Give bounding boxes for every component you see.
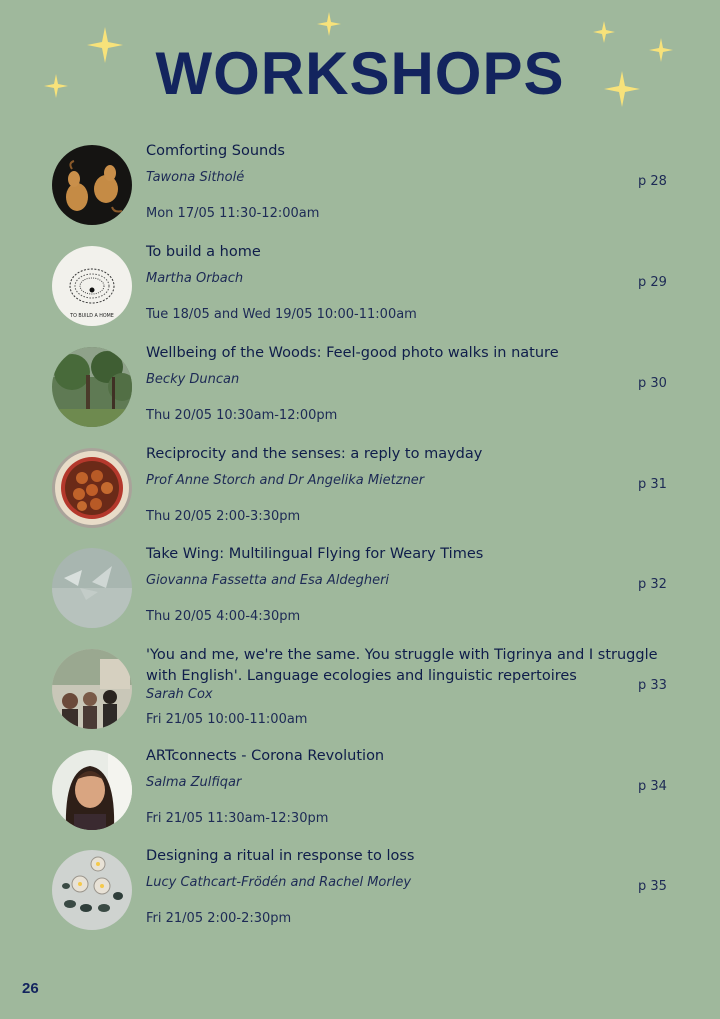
- workshop-item[interactable]: [0, 750, 720, 850]
- workshop-title[interactable]: ARTconnects - Corona Revolution: [146, 748, 385, 764]
- star-icon: [648, 37, 674, 63]
- workshop-page-ref: p 29: [638, 275, 667, 290]
- workshop-date: Fri 21/05 10:00-11:00am: [146, 712, 308, 727]
- workshop-date: Fri 21/05 11:30am-12:30pm: [146, 811, 329, 826]
- workshop-date: Mon 17/05 11:30-12:00am: [146, 206, 320, 221]
- workshop-item[interactable]: [0, 448, 720, 548]
- workshop-presenter: Giovanna Fassetta and Esa Aldegheri: [146, 573, 390, 588]
- workshop-item[interactable]: [0, 649, 720, 749]
- image-caption: TO BUILD A HOME: [70, 314, 114, 319]
- workshop-date: Fri 21/05 2:00-2:30pm: [146, 911, 292, 926]
- nest-drawing: [52, 246, 132, 326]
- workshop-title[interactable]: 'You and me, we're the same. You struggle with Tigrinya and I struggle with English'. Language ecologies and linguistic repertoires: [146, 647, 658, 684]
- workshop-item[interactable]: [0, 145, 720, 245]
- workshop-date: Thu 20/05 10:30am-12:00pm: [146, 408, 338, 423]
- star-icon: [86, 26, 124, 64]
- workshop-page-ref: p 32: [638, 577, 667, 592]
- workshop-title[interactable]: To build a home: [146, 244, 261, 260]
- workshop-item[interactable]: [0, 548, 720, 648]
- workshop-presenter: Sarah Cox: [146, 687, 213, 702]
- star-icon: [43, 73, 69, 99]
- workshop-title[interactable]: Wellbeing of the Woods: Feel-good photo walks in nature: [146, 345, 559, 361]
- workshop-presenter: Becky Duncan: [146, 372, 240, 387]
- page-title: WORKSHOPS: [155, 40, 565, 107]
- paper-birds-photo: [52, 548, 132, 628]
- workshop-title[interactable]: Reciprocity and the senses: a reply to mayday: [146, 446, 483, 462]
- workshop-date: Thu 20/05 2:00-3:30pm: [146, 509, 301, 524]
- workshop-page-ref: p 35: [638, 879, 667, 894]
- page-number: 26: [22, 980, 39, 997]
- workshop-page-ref: p 34: [638, 779, 667, 794]
- workshop-title[interactable]: Designing a ritual in response to loss: [146, 848, 415, 864]
- workshop-page-ref: p 31: [638, 477, 667, 492]
- workshop-title[interactable]: Comforting Sounds: [146, 143, 285, 159]
- star-icon: [592, 20, 616, 44]
- workshop-date: Thu 20/05 4:00-4:30pm: [146, 609, 301, 624]
- group-photo: [52, 649, 132, 729]
- star-icon: [603, 70, 641, 108]
- portrait-photo: [52, 750, 132, 830]
- candles-photo: [52, 850, 132, 930]
- workshop-presenter: Salma Zulfiqar: [146, 775, 242, 790]
- workshop-item[interactable]: [0, 246, 720, 346]
- workshop-title[interactable]: Take Wing: Multilingual Flying for Weary Times: [146, 546, 484, 562]
- workshop-item[interactable]: [0, 850, 720, 950]
- workshop-presenter: Martha Orbach: [146, 271, 244, 286]
- workshop-page-ref: p 28: [638, 174, 667, 189]
- workshop-presenter: Prof Anne Storch and Dr Angelika Mietzner: [146, 473, 425, 488]
- workshop-presenter: Tawona Sitholé: [146, 170, 245, 185]
- workshop-page-ref: p 33: [638, 678, 667, 693]
- workshop-date: Tue 18/05 and Wed 19/05 10:00-11:00am: [146, 307, 417, 322]
- workshop-presenter: Lucy Cathcart-Frödén and Rachel Morley: [146, 875, 412, 890]
- gourds-photo: [52, 145, 132, 225]
- woodland-photo: [52, 347, 132, 427]
- workshop-page-ref: p 30: [638, 376, 667, 391]
- food-plate-photo: [52, 448, 132, 528]
- workshop-item[interactable]: [0, 347, 720, 447]
- star-icon: [316, 11, 342, 37]
